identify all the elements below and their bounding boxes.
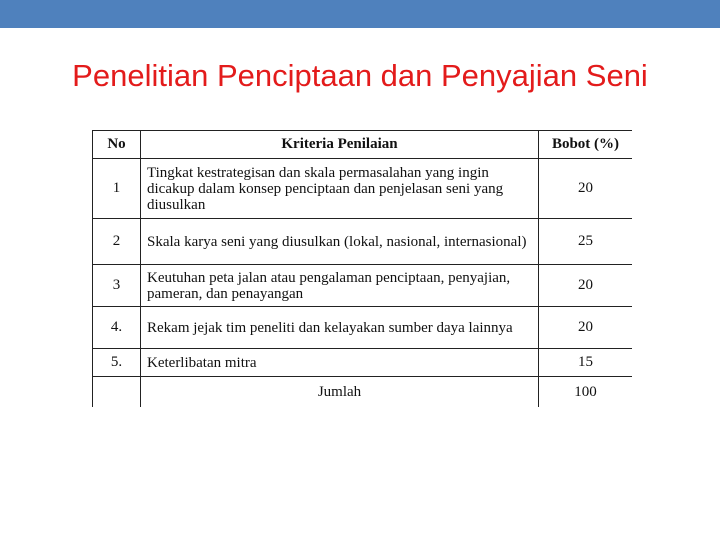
slide-title: Penelitian Penciptaan dan Penyajian Seni bbox=[72, 58, 648, 93]
row-number: 1 bbox=[93, 159, 141, 219]
row-number: 3 bbox=[93, 265, 141, 307]
top-accent-bar bbox=[0, 0, 720, 28]
row-weight: 20 bbox=[539, 265, 633, 307]
header-no: No bbox=[93, 131, 141, 159]
table-row bbox=[93, 307, 633, 349]
header-criteria: Kriteria Penilaian bbox=[141, 131, 539, 159]
row-number: 2 bbox=[93, 219, 141, 265]
criteria-table bbox=[92, 130, 632, 407]
row-number: 5. bbox=[93, 349, 141, 377]
row-criteria: Skala karya seni yang diusulkan (lokal, nasional, internasional) bbox=[141, 219, 539, 265]
row-weight: 20 bbox=[539, 307, 633, 349]
row-weight: 15 bbox=[539, 349, 633, 377]
row-criteria: Tingkat kestrategisan dan skala permasalahan yang ingin dicakup dalam konsep penciptaan dan penjelasan seni yang diusulkan bbox=[141, 159, 539, 219]
total-empty-cell bbox=[93, 377, 141, 408]
table-row bbox=[93, 159, 633, 219]
table-header-row bbox=[93, 131, 633, 159]
table-total-row bbox=[93, 377, 633, 408]
row-weight: 20 bbox=[539, 159, 633, 219]
total-label: Jumlah bbox=[141, 377, 539, 408]
table-row bbox=[93, 349, 633, 377]
row-number: 4. bbox=[93, 307, 141, 349]
header-weight: Bobot (%) bbox=[539, 131, 633, 159]
table-row bbox=[93, 219, 633, 265]
row-criteria: Keterlibatan mitra bbox=[141, 349, 539, 377]
row-criteria: Rekam jejak tim peneliti dan kelayakan sumber daya lainnya bbox=[141, 307, 539, 349]
table-row bbox=[93, 265, 633, 307]
row-criteria: Keutuhan peta jalan atau pengalaman penciptaan, penyajian, pameran, dan penayangan bbox=[141, 265, 539, 307]
criteria-table-image bbox=[92, 130, 632, 412]
row-weight: 25 bbox=[539, 219, 633, 265]
total-value: 100 bbox=[539, 377, 633, 408]
